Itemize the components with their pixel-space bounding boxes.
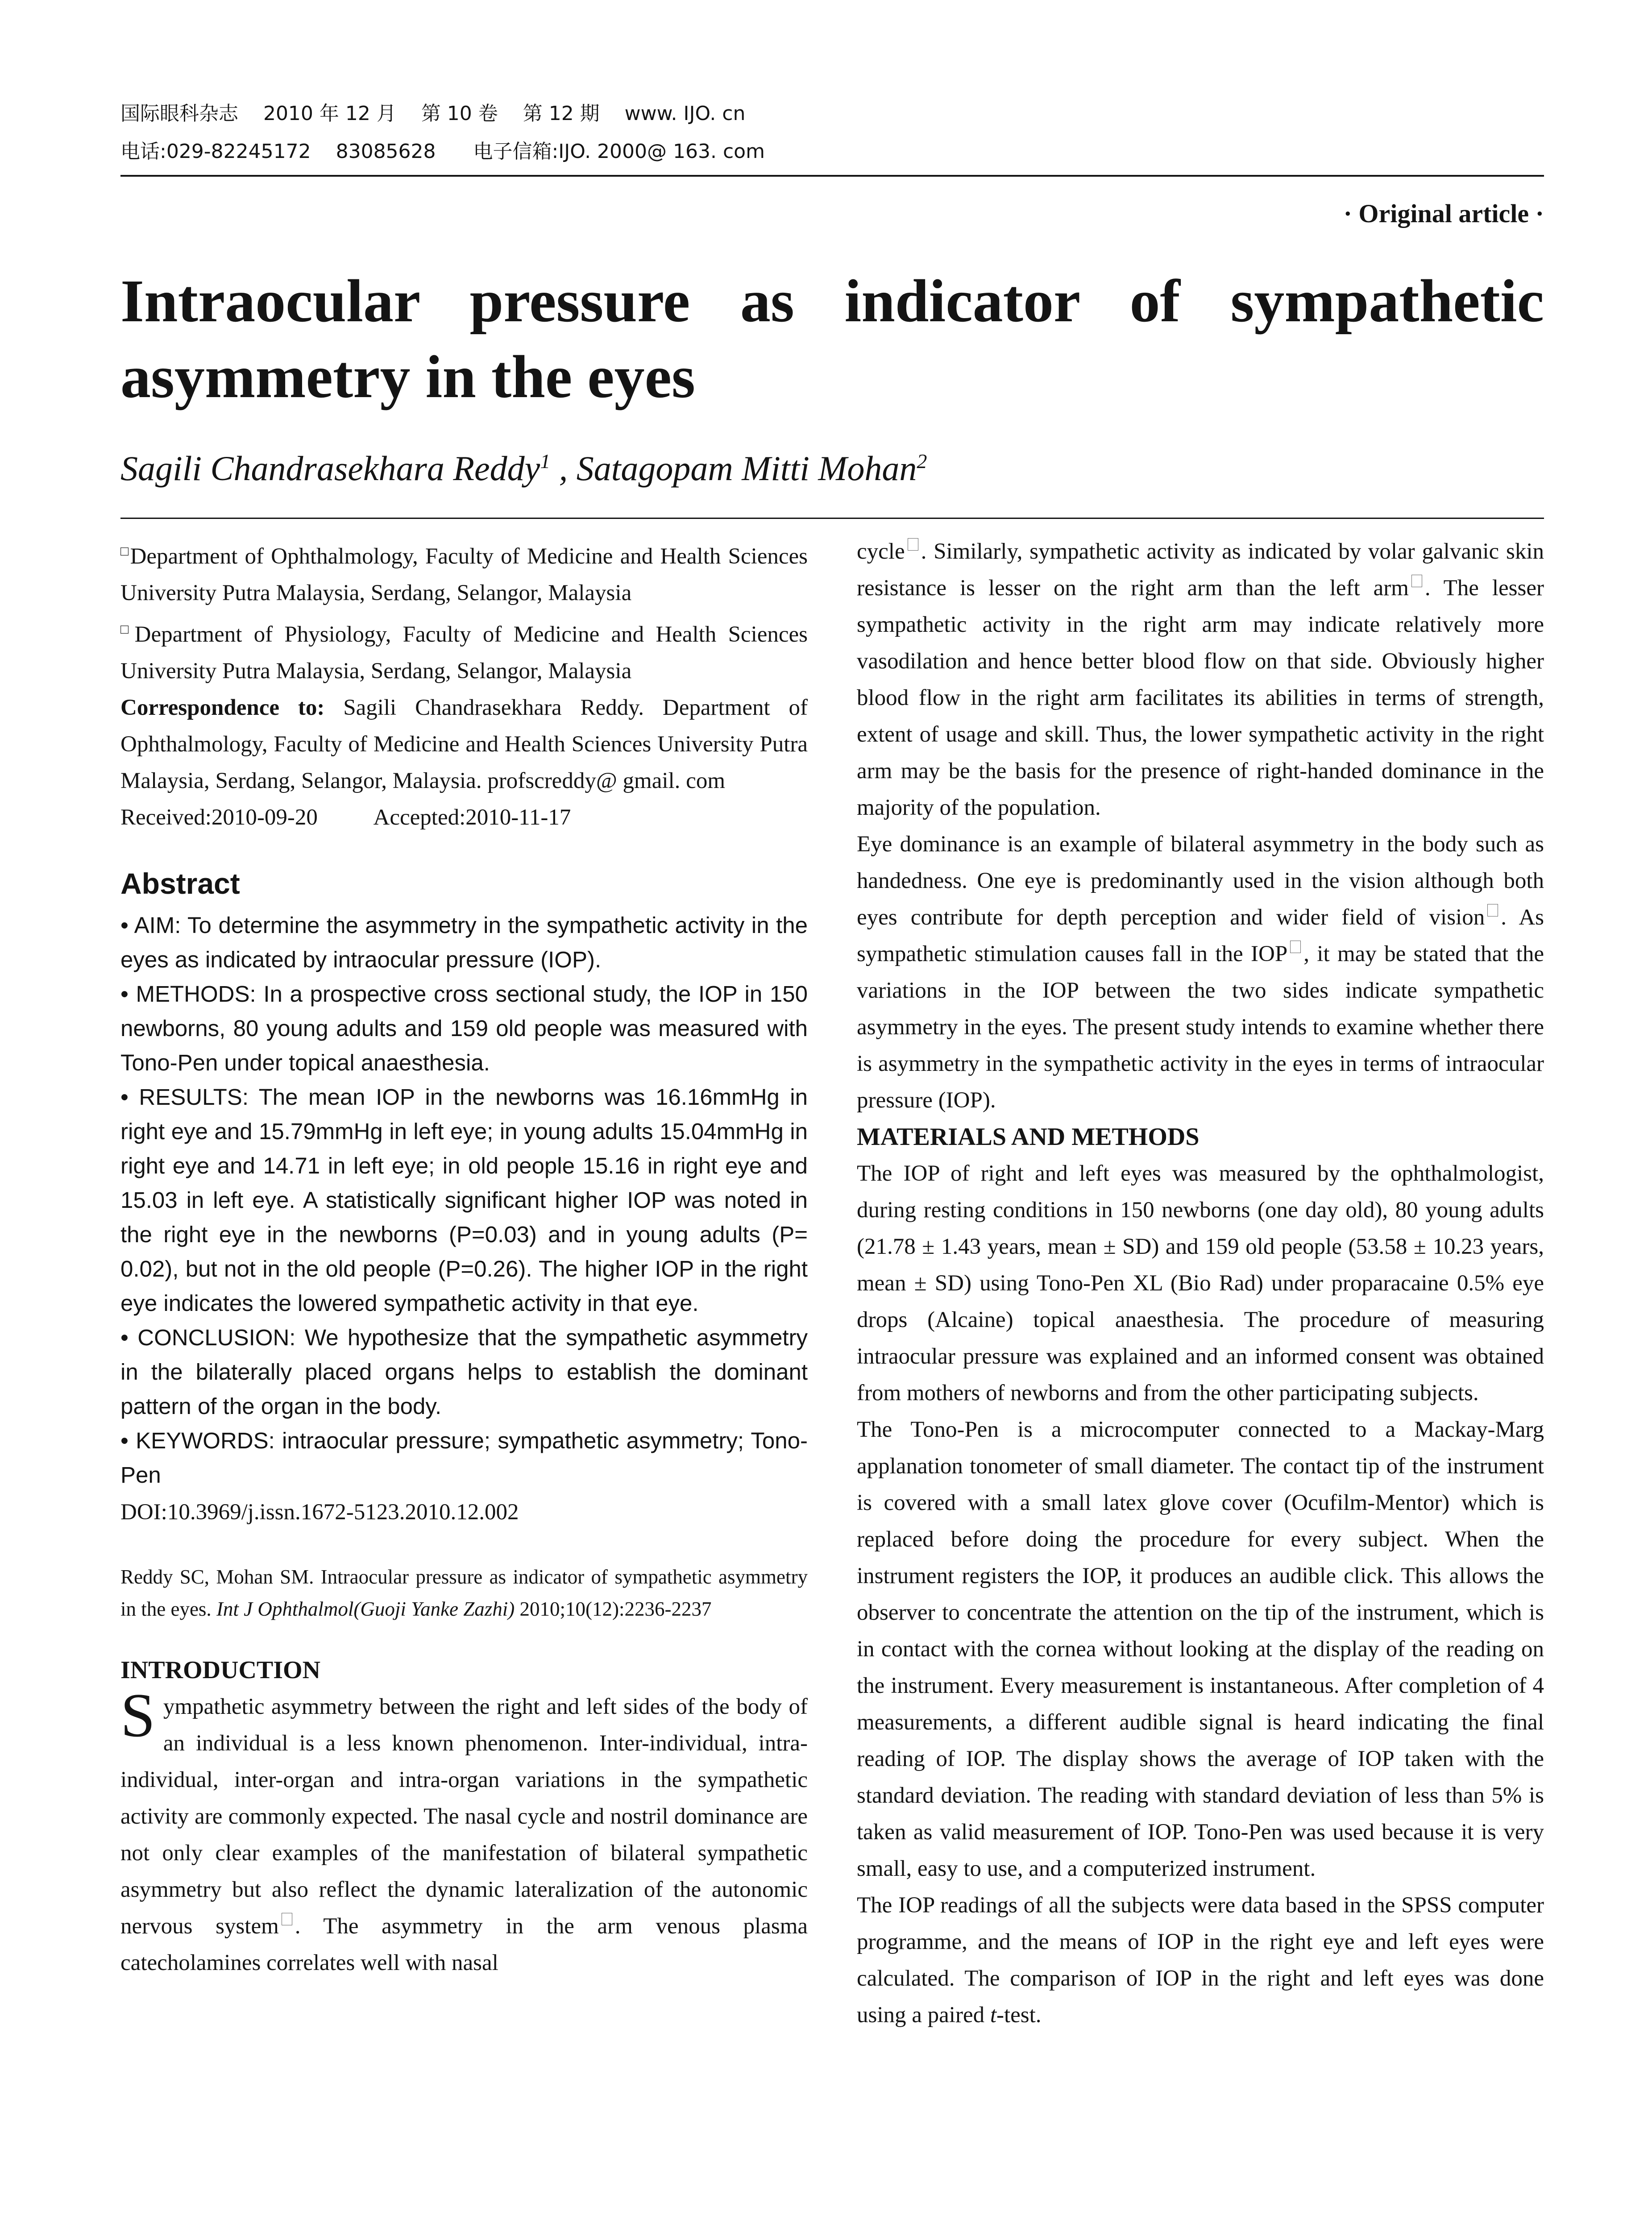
affiliation-1: [120, 533, 808, 611]
title-line-1: Intraocular pressure as indicator of sympathetic: [120, 268, 1544, 335]
introduction-paragraph-1-continued: [857, 533, 1544, 826]
introduction-paragraph-2: [857, 826, 1544, 1119]
journal-header-line1: 国际眼科杂志 2010 年 12 月 第 10 卷 第 12 期 www. IJO. cn: [120, 102, 746, 125]
authors-rule: [120, 518, 1544, 519]
methods-p3-text-b: -test.: [996, 2003, 1042, 2028]
reference-mark: [1290, 941, 1301, 953]
abstract-keywords: • KEYWORDS: intraocular pressure; sympathetic asymmetry; Tono-Pen: [120, 1428, 808, 1488]
correspondence: [120, 689, 808, 799]
left-column: [120, 533, 808, 1981]
abstract-results: • RESULTS: The mean IOP in the newborns was 16.16mmHg in right eye and 15.79mmHg in left eye; in young adults 15.04mmHg in right eye and 14.71 in left eye; in old people 15.16 in right eye and 15.03 in left eye. A statistically significant higher IOP was noted in the right eye in the newborns (P=0.03) and in young adults (P= 0.02), but not in the old people (P=0.26). The higher IOP in the right eye indicates the lowered sympathetic activity in that eye.: [120, 1084, 808, 1316]
citation-journal: Int J Ophthalmol(Guoji Yanke Zazhi): [216, 1598, 515, 1620]
reference-mark: [1487, 904, 1498, 916]
affiliation-2: [120, 611, 808, 689]
affiliation-1-mark: □: [120, 544, 130, 559]
correspondence-text: Sagili Chandrasekhara Reddy. Department of Ophthalmology, Faculty of Medicine and Health Sciences University Putra Malaysia, Serdang, Selangor, Malaysia. profscreddy@ gmail. com: [120, 695, 808, 793]
drop-cap: S: [120, 1681, 155, 1750]
citation-issue: 2010;10(12):2236-2237: [515, 1598, 712, 1620]
correspondence-label: Correspondence to:: [120, 695, 325, 720]
abstract-methods: • METHODS: In a prospective cross sectional study, the IOP in 150 newborns, 80 young adults and 159 old people was measured with Tono-Pen under topical anaesthesia.: [120, 981, 808, 1075]
abstract-aim: • AIM: To determine the asymmetry in the sympathetic activity in the eyes as indicated by intraocular pressure (IOP).: [120, 912, 808, 972]
introduction-paragraph-1: [120, 1681, 808, 1981]
methods-p3-text-a: The IOP readings of all the subjects were data based in the SPSS computer programme, and the means of IOP in the right eye and left eyes were calculated. The comparison of IOP in the right and left eyes was done using a paired: [857, 1893, 1544, 2028]
introduction-text-end: . The asymmetry in the arm venous plasma catecholamines correlates well with nasal: [120, 1914, 808, 1975]
introduction-text: ympathetic asymmetry between the right and left sides of the body of an individual is a less known phenomenon. Inter-individual, intra-individual, inter-organ and intra-organ variations in the sympathetic activity are commonly expected. The nasal cycle and nostril dominance are not only clear examples of the manifestation of bilateral sympathetic asymmetry but also reflect the dynamic lateralization of the autonomic nervous system: [120, 1694, 808, 1939]
author-1-affiliation-mark: 1: [540, 450, 551, 473]
intro-p2-text-b: . As sympathetic stimulation causes fall in the IOP: [857, 905, 1544, 966]
doi: DOI:10.3969/j.issn.1672-5123.2010.12.002: [120, 1500, 519, 1525]
methods-p3-t: t: [990, 2003, 996, 2028]
abstract-heading: Abstract: [120, 867, 240, 900]
affiliation-2-text: Department of Physiology, Faculty of Medicine and Health Sciences University Putra Malaysia, Serdang, Selangor, Malaysia: [120, 622, 808, 684]
reference-mark: [908, 538, 918, 551]
abstract-conclusion: • CONCLUSION: We hypothesize that the sympathetic asymmetry in the bilaterally placed organs helps to establish the dominant pattern of the organ in the body.: [120, 1325, 808, 1419]
author-2: Satagopam Mitti Mohan: [576, 449, 917, 488]
methods-paragraph-2: The Tono-Pen is a microcomputer connected to a Mackay-Marg applanation tonometer of small diameter. The contact tip of the instrument is covered with a small latex glove cover (Ocufilm-Mentor) which is replaced before doing the procedure for every subject. When the instrument registers the IOP, it produces an audible click. This allows the observer to concentrate the attention on the tip of the instrument, which is in contact with the cornea without looking at the display of the reading on the instrument. Every measurement is instantaneous. After completion of 4 measurements, a different audible signal is heard indicating the final reading of IOP. The display shows the average of IOP taken with the standard deviation. The reading with standard deviation of less than 5% is taken as valid measurement of IOP. Tono-Pen was used because it is very small, easy to use, and a computerized instrument.: [857, 1417, 1544, 1881]
author-2-affiliation-mark: 2: [917, 450, 927, 473]
author-1: Sagili Chandrasekhara Reddy: [120, 449, 540, 488]
citation: [120, 1561, 808, 1625]
intro-cont-text-b: . Similarly, sympathetic activity as indicated by volar galvanic skin resistance is lesser on the right arm than the left arm: [857, 539, 1544, 601]
header-rule: [120, 175, 1544, 177]
right-column: [857, 533, 1544, 2033]
intro-cont-text-c: . The lesser sympathetic activity in the right arm may indicate relatively more vasodilation and hence better blood flow on that side. Obviously higher blood flow in the right arm facilitates its abilities in terms of strength, extent of usage and skill. Thus, the lower sympathetic activity in the right arm may be the basis for the presence of right-handed dominance in the majority of the population.: [857, 576, 1544, 820]
intro-p2-text-a: Eye dominance is an example of bilateral asymmetry in the body such as handedness. One eye is predominantly used in the vision although both eyes contribute for depth perception and wider field of vision: [857, 832, 1544, 930]
methods-paragraph-3: [857, 1887, 1544, 2033]
intro-p2-text-c: , it may be stated that the variations in the IOP between the two sides indicate sympathetic asymmetry in the eyes. The present study intends to examine whether there is asymmetry in the sympathetic activity in the eyes in terms of intraocular pressure (IOP).: [857, 941, 1544, 1113]
methods-heading: MATERIALS AND METHODS: [857, 1123, 1200, 1151]
reference-mark: [1411, 575, 1422, 587]
reference-mark: [282, 1913, 292, 1925]
introduction-heading: INTRODUCTION: [120, 1656, 321, 1684]
citation-text: Reddy SC, Mohan SM. Intraocular pressure as indicator of sympathetic asymmetry in the eyes.: [120, 1566, 808, 1620]
affiliation-1-text: Department of Ophthalmology, Faculty of Medicine and Health Sciences University Putra Malaysia, Serdang, Selangor, Malaysia: [120, 544, 808, 605]
article-title: [120, 263, 1544, 415]
received-accepted-dates: Received:2010-09-20 Accepted:2010-11-17: [120, 805, 571, 830]
author-list: [120, 448, 927, 489]
intro-cont-text-a: cycle: [857, 539, 905, 564]
affiliation-2-mark: □: [120, 622, 135, 637]
methods-paragraph-1: The IOP of right and left eyes was measured by the ophthalmologist, during resting conditions in 150 newborns (one day old), 80 young adults (21.78 ± 1.43 years, mean ± SD) and 159 old people (53.58 ± 10.23 years, mean ± SD) using Tono-Pen XL (Bio Rad) under proparacaine 0.5% eye drops (Alcaine) topical anaesthesia. The procedure of measuring intraocular pressure was explained and an informed consent was obtained from mothers of newborns and from the other participating subjects.: [857, 1161, 1544, 1406]
journal-header-line2: 电话:029-82245172 83085628 电子信箱:IJO. 2000@ 163. com: [120, 140, 765, 163]
author-separator: ,: [550, 449, 577, 488]
title-line-2: asymmetry in the eyes: [120, 344, 695, 411]
article-type: · Original article ·: [1343, 199, 1544, 228]
